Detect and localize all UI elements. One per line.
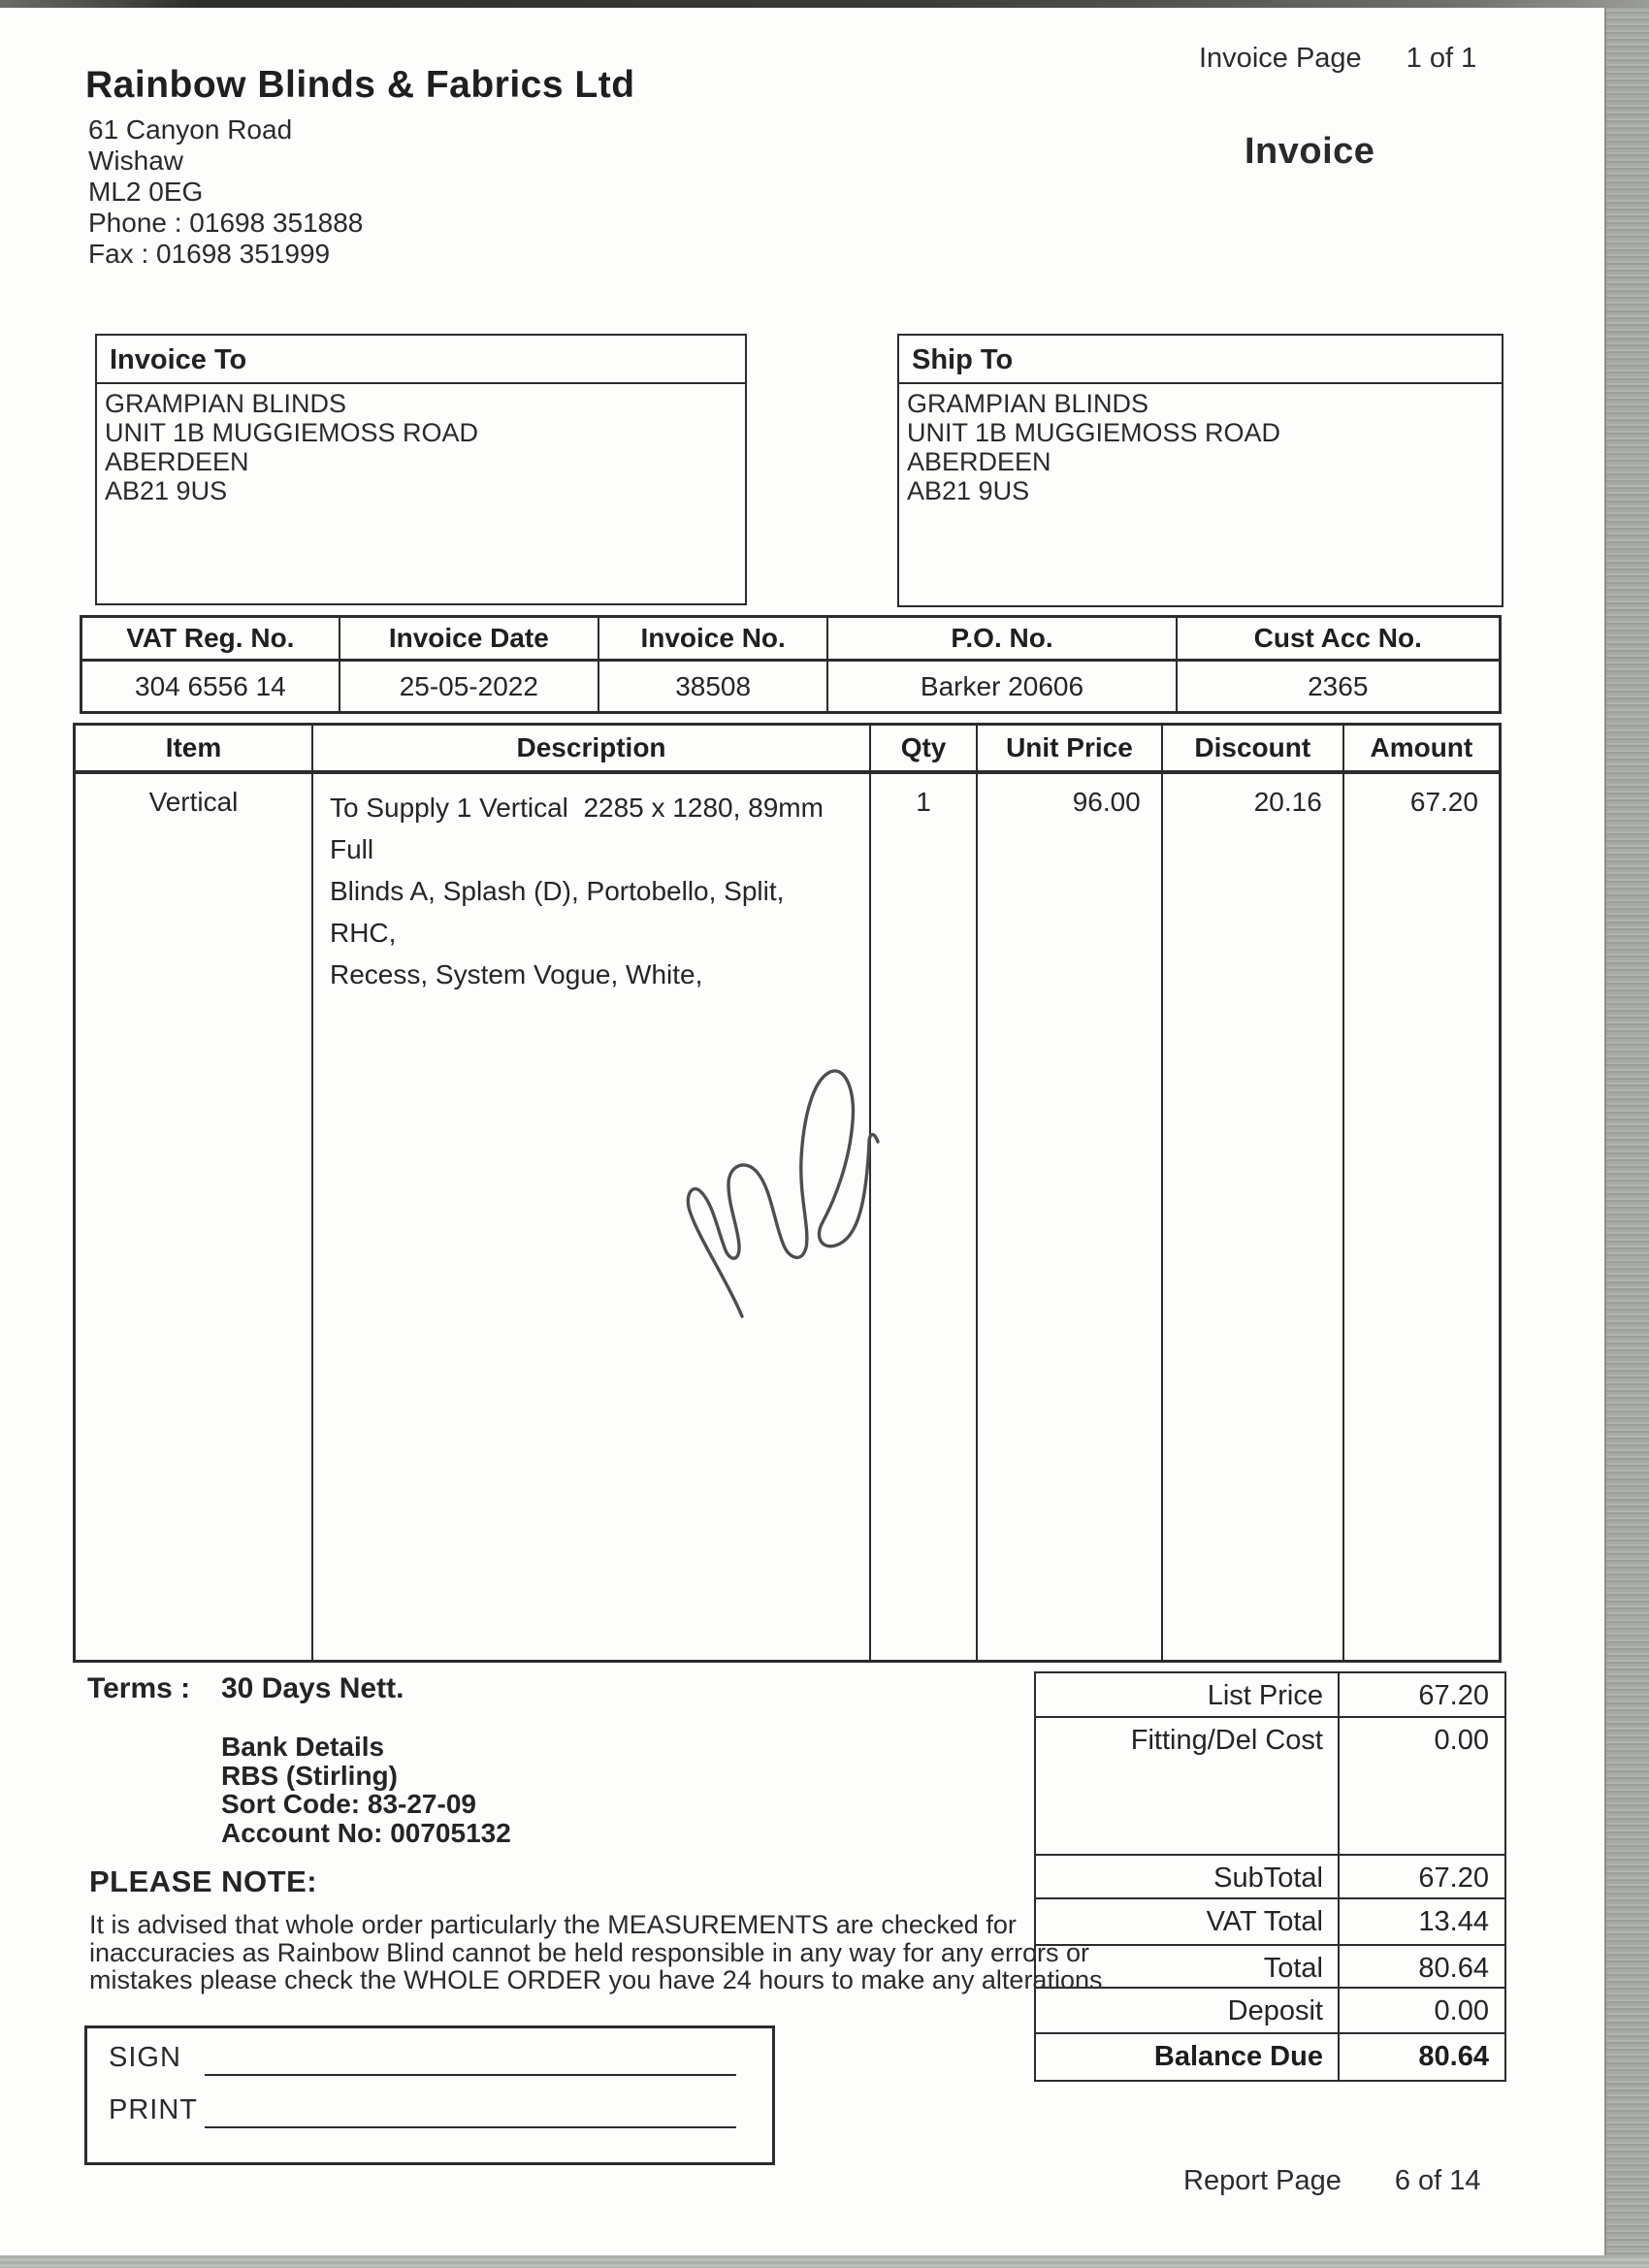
invoice-to-line: UNIT 1B MUGGIEMOSS ROAD (105, 418, 479, 447)
total-label-fitting-del-cost: Fitting/Del Cost (1036, 1718, 1340, 1856)
invoice-page-number: 1 of 1 (1406, 43, 1477, 74)
ship-to-box (897, 334, 1504, 607)
document-title: Invoice (1245, 131, 1375, 172)
invoice-to-box (95, 334, 747, 605)
meta-header-vat: VAT Reg. No. (82, 618, 340, 662)
ship-to-title: Ship To (899, 336, 1502, 384)
sign-label: SIGN (109, 2042, 181, 2073)
ship-to-line: ABERDEEN (907, 447, 1051, 476)
signature-box (84, 2025, 775, 2165)
total-value-list-price: 67.20 (1340, 1673, 1504, 1718)
bank-account-no: Account No: 00705132 (221, 1817, 511, 1848)
items-header-amount: Amount (1344, 726, 1499, 774)
bank-details (221, 1733, 511, 1847)
meta-header-cust-acc: Cust Acc No. (1178, 618, 1499, 662)
items-header-qty: Qty (871, 726, 978, 774)
total-label-balance-due: Balance Due (1036, 2034, 1340, 2080)
print-label: PRINT (109, 2094, 198, 2125)
item-cell-unit-price: 96.00 (978, 774, 1163, 1660)
please-note-body (89, 1911, 1102, 1994)
meta-value-invoice-no: 38508 (599, 662, 829, 711)
total-value-deposit: 0.00 (1340, 1989, 1504, 2034)
totals-box (1034, 1671, 1506, 2082)
invoice-to-address (97, 384, 745, 505)
company-address-line: 61 Canyon Road (88, 114, 293, 145)
bank-details-title: Bank Details (221, 1732, 385, 1762)
total-label-total: Total (1036, 1946, 1340, 1989)
company-fax: Fax : 01698 351999 (88, 239, 331, 269)
meta-value-po: Barker 20606 (828, 662, 1177, 711)
total-label-vat-total: VAT Total (1036, 1899, 1340, 1946)
invoice-to-line: AB21 9US (105, 476, 228, 505)
items-header-item: Item (76, 726, 313, 774)
invoice-to-line: GRAMPIAN BLINDS (105, 389, 347, 418)
bank-name: RBS (Stirling) (221, 1760, 398, 1791)
invoice-meta-table (80, 615, 1502, 714)
ship-to-line: UNIT 1B MUGGIEMOSS ROAD (907, 418, 1281, 447)
total-value-fitting-del-cost: 0.00 (1340, 1718, 1504, 1856)
meta-header-invoice-no: Invoice No. (599, 618, 829, 662)
sign-line[interactable] (205, 2074, 736, 2076)
company-name: Rainbow Blinds & Fabrics Ltd (85, 64, 635, 106)
report-page-label: Report Page (1183, 2165, 1342, 2196)
report-page-indicator (1183, 2165, 1481, 2197)
note-line: inaccuracies as Rainbow Blind cannot be held responsible in any way for any errors or (89, 1937, 1090, 1967)
total-value-vat-total: 13.44 (1340, 1899, 1504, 1946)
description-line: Blinds A, Splash (D), Portobello, Split, RHC, (329, 876, 792, 948)
invoice-page-label: Invoice Page (1199, 43, 1362, 74)
invoice-page-indicator (1199, 43, 1476, 75)
total-value-total: 80.64 (1340, 1946, 1504, 1989)
meta-value-cust-acc: 2365 (1308, 670, 1369, 701)
terms-row (87, 1672, 404, 1705)
item-cell-discount: 20.16 (1163, 774, 1344, 1660)
please-note-title: PLEASE NOTE: (89, 1864, 318, 1898)
item-cell-amount: 67.20 (1409, 787, 1478, 817)
invoice-to-title: Invoice To (97, 336, 745, 384)
company-address-line: Wishaw (88, 146, 184, 176)
description-line: Recess, System Vogue, White, (329, 959, 703, 989)
total-label-deposit: Deposit (1036, 1989, 1340, 2034)
description-line: To Supply 1 Vertical 2285 x 1280, 89mm Full (329, 793, 831, 864)
company-address (88, 114, 363, 270)
bank-sort-code: Sort Code: 83-27-09 (221, 1789, 476, 1819)
item-cell-qty: 1 (871, 774, 978, 1660)
items-header-discount: Discount (1163, 726, 1344, 774)
meta-header-date: Invoice Date (340, 618, 599, 662)
note-line: mistakes please check the WHOLE ORDER you have 24 hours to make any alterations (89, 1965, 1103, 1994)
meta-value-date: 25-05-2022 (340, 662, 599, 711)
meta-header-po: P.O. No. (828, 618, 1177, 662)
total-label-subtotal: SubTotal (1036, 1856, 1340, 1899)
items-header-description: Description (313, 726, 871, 774)
total-value-subtotal: 67.20 (1340, 1856, 1504, 1899)
print-line[interactable] (205, 2126, 736, 2128)
handwritten-signature (669, 1051, 890, 1334)
meta-value-vat: 304 6556 14 (82, 662, 340, 711)
scan-edge-bottom (0, 2255, 1649, 2268)
report-page-number: 6 of 14 (1394, 2165, 1481, 2196)
items-header-unit-price: Unit Price (978, 726, 1163, 774)
invoice-to-line: ABERDEEN (105, 447, 249, 476)
scan-edge-top (0, 0, 1649, 8)
terms-value: 30 Days Nett. (221, 1672, 404, 1704)
total-value-balance-due: 80.64 (1418, 2041, 1489, 2072)
scan-edge-right (1604, 0, 1649, 2268)
note-line: It is advised that whole order particularly the MEASUREMENTS are checked for (89, 1910, 1017, 1939)
item-cell-type: Vertical (76, 774, 313, 1660)
company-phone: Phone : 01698 351888 (88, 208, 364, 238)
ship-to-address (899, 384, 1502, 505)
ship-to-line: GRAMPIAN BLINDS (907, 389, 1149, 418)
total-label-list-price: List Price (1036, 1673, 1340, 1718)
ship-to-line: AB21 9US (907, 476, 1030, 505)
terms-label: Terms : (87, 1672, 191, 1704)
company-address-line: ML2 0EG (88, 177, 204, 207)
